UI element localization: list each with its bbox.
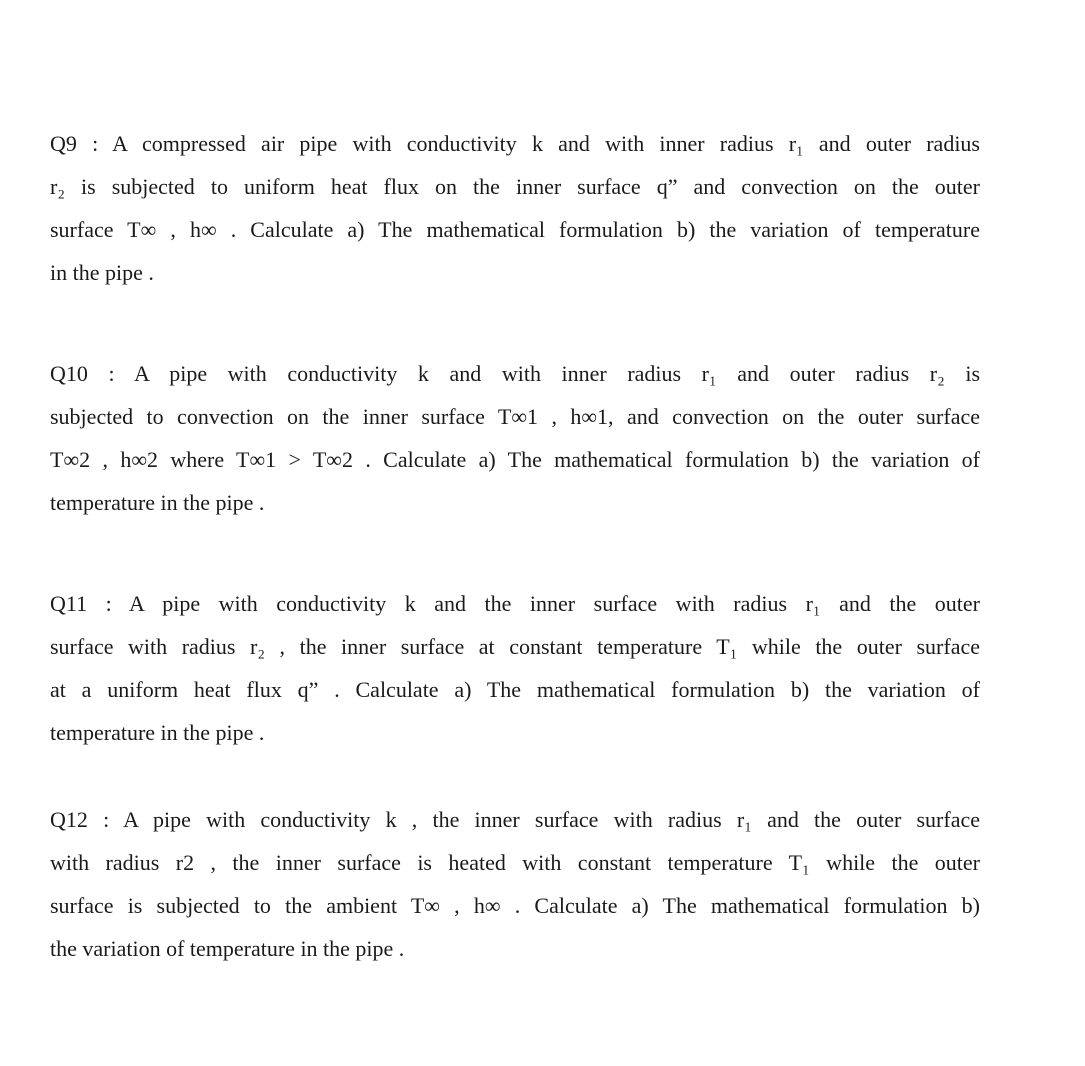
question-line: Q9 : A compressed air pipe with conductivity k and with inner radius r₁ and outer radius: [50, 131, 980, 156]
question-line: surface T∞ , h∞ . Calculate a) The mathematical formulation b) the variation of temperature: [50, 217, 980, 242]
question-line: subjected to convection on the inner surface T∞1 , h∞1, and convection on the outer surface: [50, 404, 980, 429]
question-line: Q11 : A pipe with conductivity k and the inner surface with radius r₁ and the outer: [50, 591, 980, 616]
question-line: at a uniform heat flux q” . Calculate a) The mathematical formulation b) the variation of: [50, 677, 980, 702]
question-line: r₂ is subjected to uniform heat flux on the inner surface q” and convection on the outer: [50, 174, 980, 199]
question-line: with radius r2 , the inner surface is heated with constant temperature T₁ while the outer: [50, 850, 980, 875]
question-line: Q10 : A pipe with conductivity k and with inner radius r₁ and outer radius r₂ is: [50, 361, 980, 386]
question-line: temperature in the pipe .: [50, 490, 265, 515]
question-line: surface with radius r₂ , the inner surface at constant temperature T₁ while the outer surface: [50, 634, 980, 659]
question-line: surface is subjected to the ambient T∞ , h∞ . Calculate a) The mathematical formulation b): [50, 893, 980, 918]
question-line: T∞2 , h∞2 where T∞1 > T∞2 . Calculate a) The mathematical formulation b) the variation of: [50, 447, 980, 472]
question-line: Q12 : A pipe with conductivity k , the inner surface with radius r₁ and the outer surface: [50, 807, 980, 832]
question-line: temperature in the pipe .: [50, 720, 265, 745]
question-line: in the pipe .: [50, 260, 154, 285]
question-line: the variation of temperature in the pipe .: [50, 936, 405, 961]
